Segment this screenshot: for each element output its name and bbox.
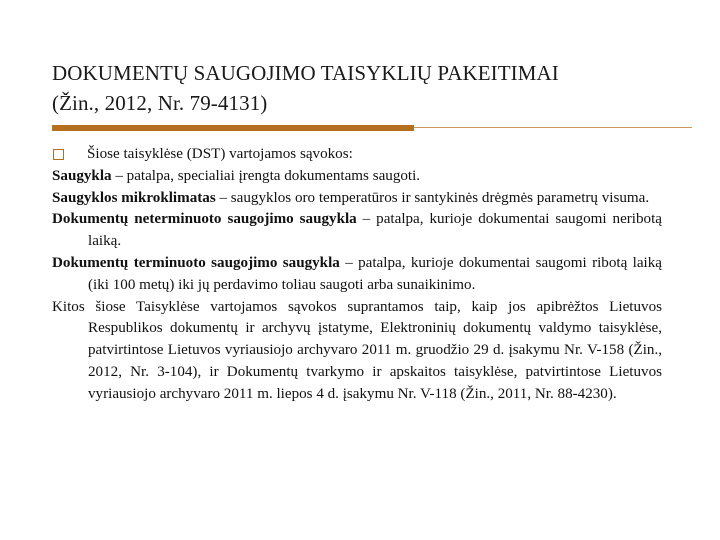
definition-text: – saugyklos oro temperatūros ir santykinės drėgmės parametrų visuma.	[215, 189, 650, 206]
title-line-1: DOKUMENTŲ SAUGOJIMO TAISYKLIŲ PAKEITIMAI	[52, 61, 559, 85]
definition-text: – patalpa, kurioje dokumentai saugomi neribotą laiką.	[88, 211, 662, 250]
definition-term: Saugykla	[52, 167, 112, 184]
definition-text: – patalpa, specialiai įrengta dokumentams saugoti.	[111, 167, 421, 184]
slide-title	[52, 58, 692, 118]
definition-term: Dokumentų terminuoto saugojimo saugykla	[52, 254, 340, 271]
title-line-2: (Žin., 2012, Nr. 79-4131)	[52, 91, 268, 115]
closing-paragraph: Kitos šiose Taisyklėse vartojamos sąvokos suprantamos taip, kaip jos apibrėžtos Lietuvos Respublikos dokumentų ir archyvų įstatyme, Elektroninių dokumentų valdymo taisyklėse, patvirtintose Lietuvos vyriausiojo archyvaro 2011 m. gruodžio 29 d. įsakymu Nr. V-158 (Žin., 2012, Nr. 3-104), ir Dokumentų tvarkymo ir apskaitos taisyklėse, patvirtintose Lietuvos vyriausiojo archyvaro 2011 m. liepos 4 d. įsakymu Nr. V-118 (Žin., 2011, Nr. 88-4230).	[52, 298, 662, 402]
definition-item	[52, 253, 662, 297]
square-bullet-icon	[53, 149, 64, 160]
title-divider	[52, 125, 692, 131]
definition-item	[52, 209, 662, 253]
definition-item	[52, 166, 662, 188]
intro-bullet	[52, 144, 662, 166]
definition-item	[52, 188, 662, 210]
divider-accent-bar	[52, 125, 414, 131]
definition-term: Saugyklos mikroklimatas	[52, 189, 216, 206]
definition-text: – patalpa, kurioje dokumentai saugomi ribotą laiką (iki 100 metų) iki jų perdavimo toliau saugoti arba sunaikinimo.	[88, 254, 662, 293]
slide-body	[52, 144, 662, 406]
intro-text: Šiose taisyklėse (DST) vartojamos sąvokos:	[87, 146, 353, 162]
definition-term: Dokumentų neterminuoto saugojimo saugykla	[52, 211, 357, 228]
